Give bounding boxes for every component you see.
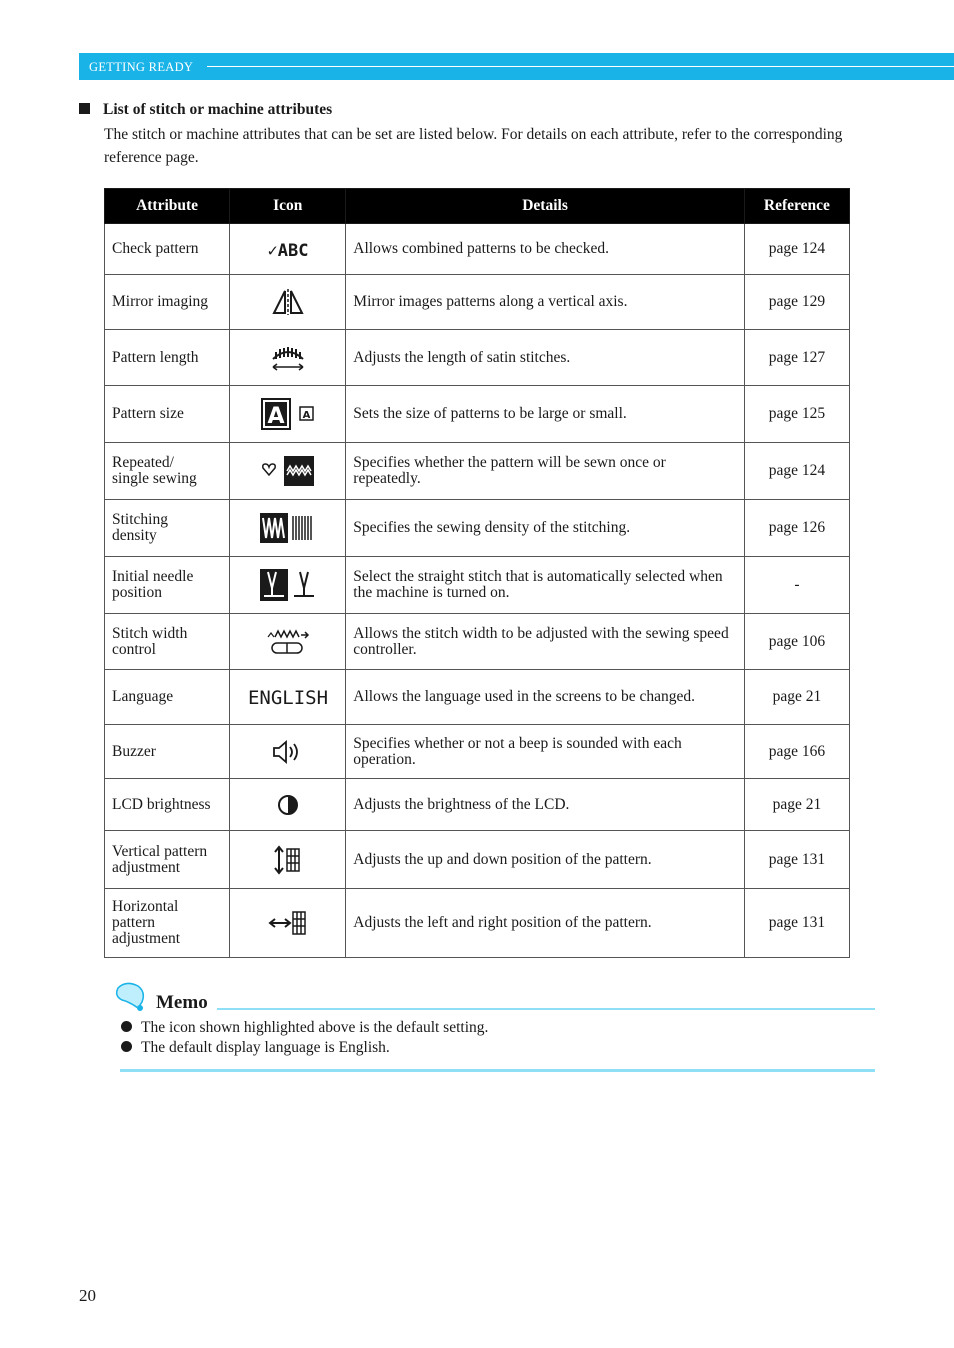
table-row	[105, 500, 850, 557]
bullet-dot-icon	[121, 1041, 132, 1052]
memo-rule-bottom	[120, 1069, 875, 1072]
attribute-cell: Horizontal pattern adjustment	[105, 889, 230, 958]
details-cell: Select the straight stitch that is automatically selected when the machine is turned on.	[346, 557, 745, 614]
buzzer-icon	[230, 725, 346, 779]
details-cell: Allows the language used in the screens to be changed.	[346, 670, 745, 725]
attribute-cell: Repeated/ single sewing	[105, 443, 230, 500]
reference-cell: page 131	[744, 831, 849, 889]
svg-text:✓ABC: ✓ABC	[267, 241, 309, 260]
section-header-bar	[79, 53, 954, 80]
reference-cell: page 129	[744, 275, 849, 330]
reference-cell: page 166	[744, 725, 849, 779]
details-cell: Adjusts the up and down position of the pattern.	[346, 831, 745, 889]
svg-text:A: A	[267, 404, 285, 429]
pattern-length-icon	[230, 330, 346, 386]
attribute-cell: Initial needle position	[105, 557, 230, 614]
table-row	[105, 614, 850, 670]
table-row	[105, 224, 850, 275]
details-cell: Specifies whether or not a beep is sounded with each operation.	[346, 725, 745, 779]
intro-paragraph: The stitch or machine attributes that can be set are listed below. For details on each attribute, refer to the corresponding reference page.	[104, 126, 843, 166]
section-header-label: GETTING READY	[89, 60, 194, 74]
check-abc-icon	[230, 224, 346, 275]
section-header-rule	[207, 66, 954, 67]
reference-cell: page 21	[744, 670, 849, 725]
attributes-table	[104, 188, 850, 958]
density-icon	[230, 500, 346, 557]
stitch-width-icon	[230, 614, 346, 670]
table-row	[105, 443, 850, 500]
bullet-dot-icon	[121, 1021, 132, 1032]
svg-text:ENGLISH: ENGLISH	[247, 687, 328, 709]
language-icon	[230, 670, 346, 725]
reference-cell: page 21	[744, 779, 849, 831]
memo-item	[121, 1019, 488, 1037]
details-cell: Mirror images patterns along a vertical axis.	[346, 275, 745, 330]
reference-cell: -	[744, 557, 849, 614]
table-row	[105, 386, 850, 443]
table-row	[105, 670, 850, 725]
brightness-icon	[230, 779, 346, 831]
vertical-adjust-icon	[230, 831, 346, 889]
details-cell: Allows combined patterns to be checked.	[346, 224, 745, 275]
reference-cell: page 127	[744, 330, 849, 386]
memo-item	[121, 1039, 390, 1057]
section-heading-text: List of stitch or machine attributes	[103, 101, 333, 118]
needle-position-icon	[230, 557, 346, 614]
attribute-cell: Language	[105, 670, 230, 725]
attribute-cell: Mirror imaging	[105, 275, 230, 330]
attribute-cell: Vertical pattern adjustment	[105, 831, 230, 889]
attribute-cell: Stitching density	[105, 500, 230, 557]
table-header-row	[105, 189, 850, 224]
table-row	[105, 330, 850, 386]
details-cell: Allows the stitch width to be adjusted with the sewing speed controller.	[346, 614, 745, 670]
attribute-cell: Buzzer	[105, 725, 230, 779]
header-attribute: Attribute	[105, 189, 230, 224]
svg-text:A: A	[302, 410, 311, 421]
attribute-cell: Pattern length	[105, 330, 230, 386]
details-cell: Specifies the sewing density of the stitching.	[346, 500, 745, 557]
page-number: 20	[79, 1286, 96, 1305]
reference-cell: page 125	[744, 386, 849, 443]
details-cell: Adjusts the left and right position of the pattern.	[346, 889, 745, 958]
memo-item-text: The default display language is English.	[141, 1039, 390, 1056]
table-row	[105, 275, 850, 330]
table-row	[105, 889, 850, 958]
details-cell: Sets the size of patterns to be large or small.	[346, 386, 745, 443]
reference-cell: page 131	[744, 889, 849, 958]
table-row	[105, 779, 850, 831]
mirror-icon	[230, 275, 346, 330]
header-icon: Icon	[230, 189, 346, 224]
details-cell: Specifies whether the pattern will be sewn once or repeatedly.	[346, 443, 745, 500]
memo-item-text: The icon shown highlighted above is the default setting.	[141, 1019, 489, 1036]
section-heading	[79, 101, 332, 119]
table-row	[105, 725, 850, 779]
header-details: Details	[346, 189, 745, 224]
memo-rule-top	[217, 1008, 875, 1010]
table-row	[105, 557, 850, 614]
square-bullet-icon	[79, 103, 90, 114]
reference-cell: page 106	[744, 614, 849, 670]
table-row	[105, 831, 850, 889]
reference-cell: page 124	[744, 224, 849, 275]
attribute-cell: Stitch width control	[105, 614, 230, 670]
header-reference: Reference	[744, 189, 849, 224]
repeat-single-icon	[230, 443, 346, 500]
attribute-cell: LCD brightness	[105, 779, 230, 831]
memo-bell-icon	[112, 980, 148, 1018]
details-cell: Adjusts the length of satin stitches.	[346, 330, 745, 386]
attribute-cell: Check pattern	[105, 224, 230, 275]
details-cell: Adjusts the brightness of the LCD.	[346, 779, 745, 831]
horizontal-adjust-icon	[230, 889, 346, 958]
memo-title: Memo	[156, 992, 208, 1013]
attribute-cell: Pattern size	[105, 386, 230, 443]
pattern-size-icon	[230, 386, 346, 443]
reference-cell: page 124	[744, 443, 849, 500]
reference-cell: page 126	[744, 500, 849, 557]
